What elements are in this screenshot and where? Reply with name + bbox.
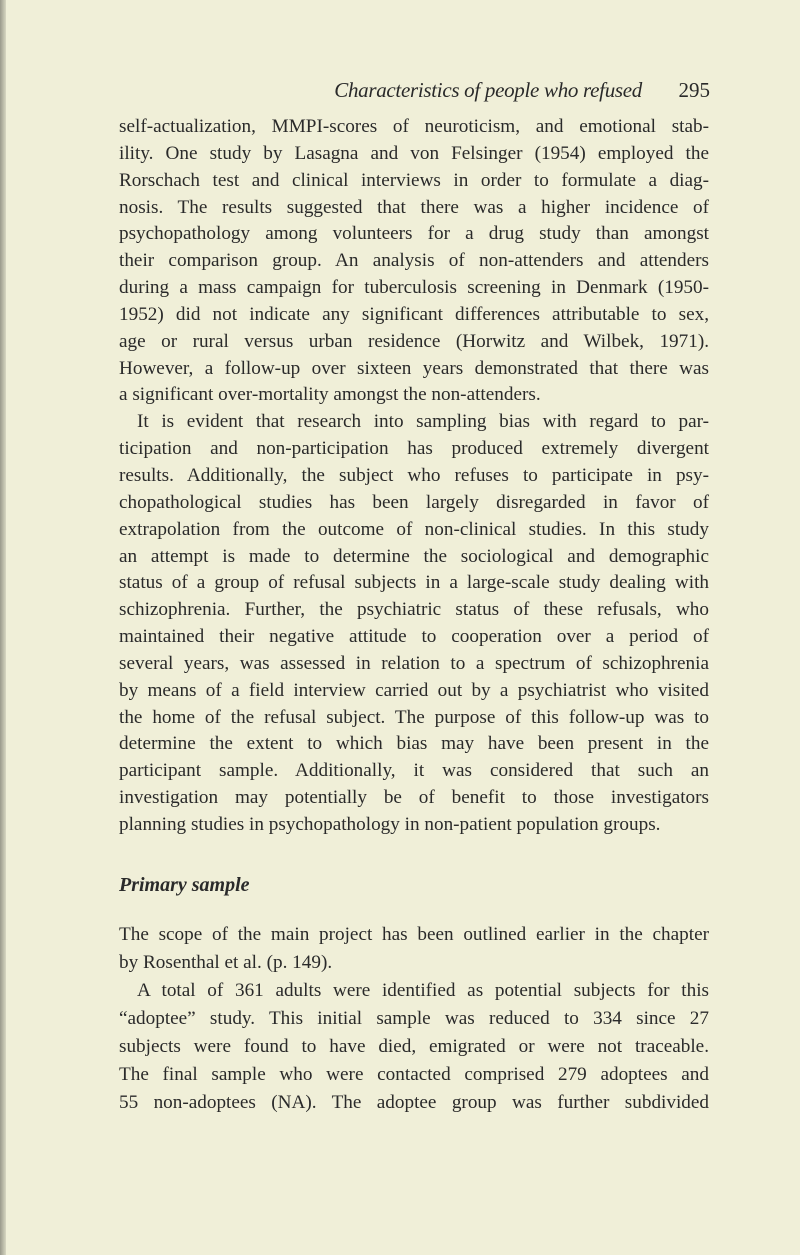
section-heading: Primary sample	[119, 874, 250, 896]
text-line: extrapolation from the outcome of non-clinical studies. In this study	[119, 518, 709, 540]
text-line: 1952) did not indicate any significant differences attributable to sex,	[119, 303, 709, 325]
text-line: A total of 361 adults were identified as potential subjects for this	[137, 980, 709, 1001]
paragraph	[119, 409, 709, 839]
text-line: by Rosenthal et al. (p. 149).	[119, 952, 333, 973]
text-line: ility. One study by Lasagna and von Felsinger (1954) employed the	[119, 142, 709, 164]
text-line: maintained their negative attitude to cooperation over a period of	[119, 626, 709, 648]
text-line: determine the extent to which bias may have been present in the	[119, 733, 709, 755]
text-line: However, a follow-up over sixteen years demonstrated that there was	[119, 357, 709, 379]
text-line: results. Additionally, the subject who refuses to participate in psy-	[119, 464, 709, 486]
body-text-section-2	[119, 921, 709, 1117]
text-line: age or rural versus urban residence (Horwitz and Wilbek, 1971).	[119, 330, 709, 352]
running-header	[0, 78, 710, 112]
paragraph	[119, 921, 709, 977]
text-line: subjects were found to have died, emigrated or were not traceable.	[119, 1036, 709, 1057]
text-line: schizophrenia. Further, the psychiatric status of these refusals, who	[119, 599, 709, 621]
text-line: several years, was assessed in relation to a spectrum of schizophrenia	[119, 652, 709, 674]
text-line: a significant over-mortality amongst the non-attenders.	[119, 384, 541, 406]
text-line: chopathological studies has been largely disregarded in favor of	[119, 491, 709, 513]
text-line: The final sample who were contacted comprised 279 adoptees and	[119, 1064, 709, 1085]
text-line: nosis. The results suggested that there was a higher incidence of	[119, 196, 709, 218]
text-line: during a mass campaign for tuberculosis screening in Denmark (1950-	[119, 277, 709, 299]
text-line: participant sample. Additionally, it was considered that such an	[119, 760, 709, 782]
text-line: the home of the refusal subject. The purpose of this follow-up was to	[119, 706, 709, 728]
text-line: planning studies in psychopathology in non-patient population groups.	[119, 813, 661, 835]
text-line: investigation may potentially be of benefit to those investigators	[119, 787, 709, 809]
running-title: Characteristics of people who refused	[334, 78, 642, 102]
text-line: self-actualization, MMPI-scores of neuroticism, and emotional stab-	[119, 116, 709, 137]
text-line: psychopathology among volunteers for a drug study than amongst	[119, 223, 709, 245]
text-line: an attempt is made to determine the sociological and demographic	[119, 545, 709, 567]
text-line: “adoptee” study. This initial sample was reduced to 334 since 27	[119, 1008, 709, 1029]
text-line: by means of a field interview carried out by a psychiatrist who visited	[119, 679, 709, 701]
text-line: Rorschach test and clinical interviews in order to formulate a diag-	[119, 169, 709, 191]
text-line: ticipation and non-participation has produced extremely divergent	[119, 438, 709, 460]
paragraph	[119, 977, 709, 1117]
text-line: The scope of the main project has been outlined earlier in the chapter	[119, 924, 709, 945]
text-line: It is evident that research into sampling bias with regard to par-	[137, 411, 709, 433]
paragraph	[119, 114, 709, 409]
text-line: their comparison group. An analysis of non-attenders and attenders	[119, 250, 709, 272]
page-edge-shadow	[0, 0, 6, 1255]
text-line: 55 non-adoptees (NA). The adoptee group was further subdivided	[119, 1092, 709, 1113]
body-text-section-1	[119, 114, 709, 839]
page-number: 295	[678, 78, 710, 102]
text-line: status of a group of refusal subjects in a large-scale study dealing with	[119, 572, 709, 594]
